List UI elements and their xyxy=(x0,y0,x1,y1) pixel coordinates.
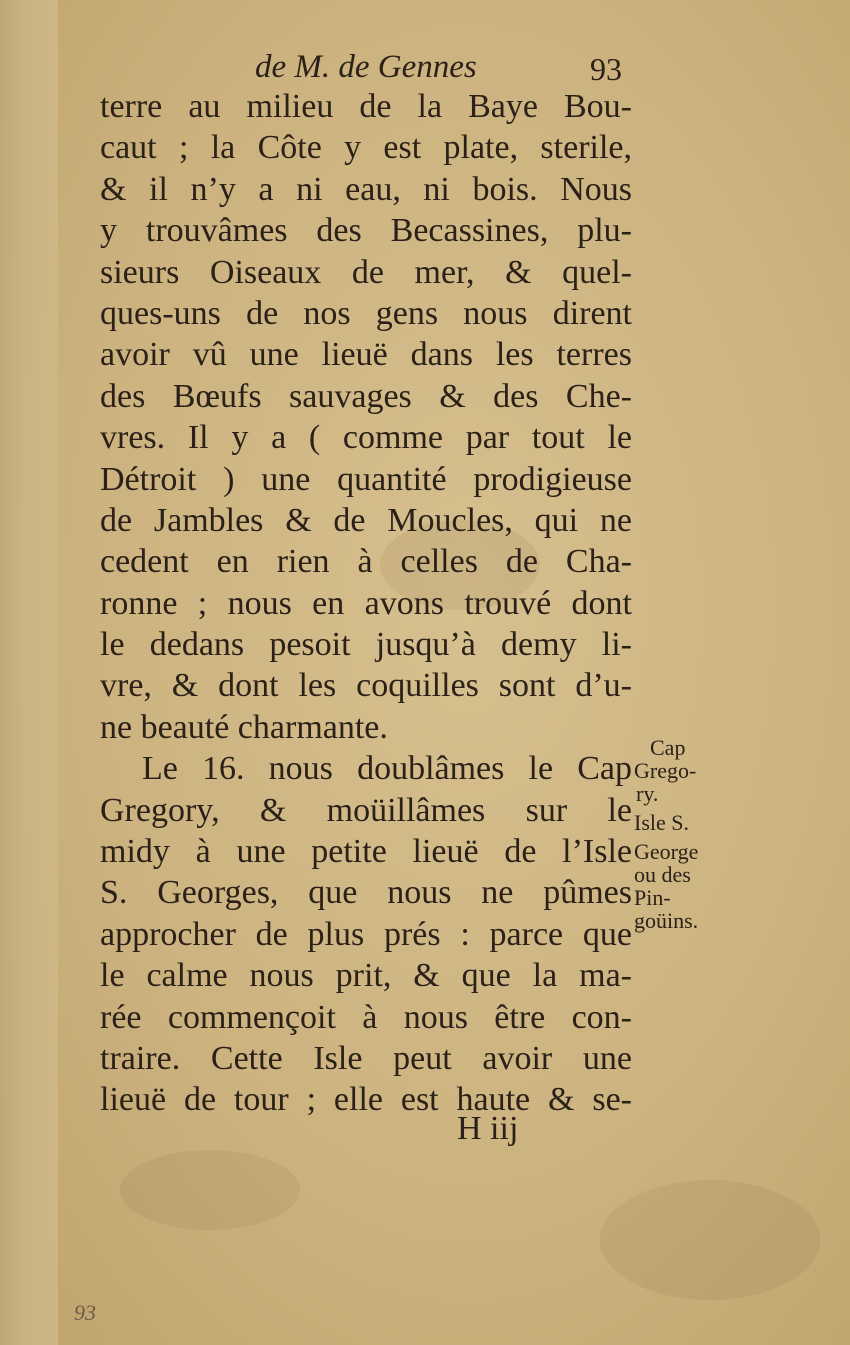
text-line: approcher de plus prés : parce que xyxy=(100,915,632,953)
margin-note xyxy=(634,736,734,932)
margin-note-line: Cap xyxy=(650,735,686,760)
text-line: ne beauté charmante. xyxy=(100,708,388,746)
running-head: de M. de Gennes xyxy=(255,49,477,85)
margin-note-line: George xyxy=(634,839,699,864)
text-line: rée commençoit à nous être con- xyxy=(100,998,632,1036)
library-mark: 93 xyxy=(74,1300,96,1325)
margin-note-line: ry. xyxy=(636,781,659,806)
margin-note-line: Grego- xyxy=(634,758,697,783)
body-text xyxy=(100,86,632,1121)
margin-note-line: Pin- xyxy=(634,885,671,910)
text-line: Gregory, & moüillâmes sur le xyxy=(100,791,632,829)
paragraph-start-line: Le 16. nous doublâmes le Cap xyxy=(142,750,632,788)
text-line: midy à une petite lieuë de l’Isle xyxy=(100,833,632,871)
text-line: & il n’y a ni eau, ni bois. Nous xyxy=(100,170,632,208)
page-edge xyxy=(0,0,58,1345)
text-line: caut ; la Côte y est plate, sterile, xyxy=(100,129,632,167)
text-line: sieurs Oiseaux de mer, & quel- xyxy=(100,253,632,291)
text-line: Détroit ) une quantité prodigieuse xyxy=(100,460,632,498)
margin-note-line: ou des xyxy=(634,862,691,887)
text-line: terre au milieu de la Baye Bou- xyxy=(100,88,632,125)
text-line: le dedans pesoit jusqu’à demy li- xyxy=(100,626,632,664)
margin-note-line: goüins. xyxy=(634,908,699,933)
text-line: vre, & dont les coquilles sont d’u- xyxy=(100,667,632,705)
text-line: le calme nous prit, & que la ma- xyxy=(100,957,632,995)
text-line: de Jambles & de Moucles, qui ne xyxy=(100,501,632,539)
text-line: lieuë de tour ; elle est haute & se- xyxy=(100,1081,632,1119)
text-line: vres. Il y a ( comme par tout le xyxy=(100,419,632,457)
page-number: 93 xyxy=(590,51,622,87)
text-line: ques-uns de nos gens nous dirent xyxy=(100,294,632,332)
text-line: des Bœufs sauvages & des Che- xyxy=(100,377,632,415)
signature-mark: H iij xyxy=(457,1110,519,1147)
text-line: S. Georges, que nous ne pûmes xyxy=(100,874,632,912)
paper-stain xyxy=(120,1150,300,1230)
text-line: avoir vû une lieuë dans les terres xyxy=(100,336,632,374)
text-line: cedent en rien à celles de Cha- xyxy=(100,543,632,581)
text-line: traire. Cette Isle peut avoir une xyxy=(100,1039,632,1077)
paper-stain xyxy=(600,1180,820,1300)
margin-note-line: Isle S. xyxy=(634,810,689,835)
text-line: y trouvâmes des Becassines, plu- xyxy=(100,212,632,250)
text-line: ronne ; nous en avons trouvé dont xyxy=(100,584,632,622)
